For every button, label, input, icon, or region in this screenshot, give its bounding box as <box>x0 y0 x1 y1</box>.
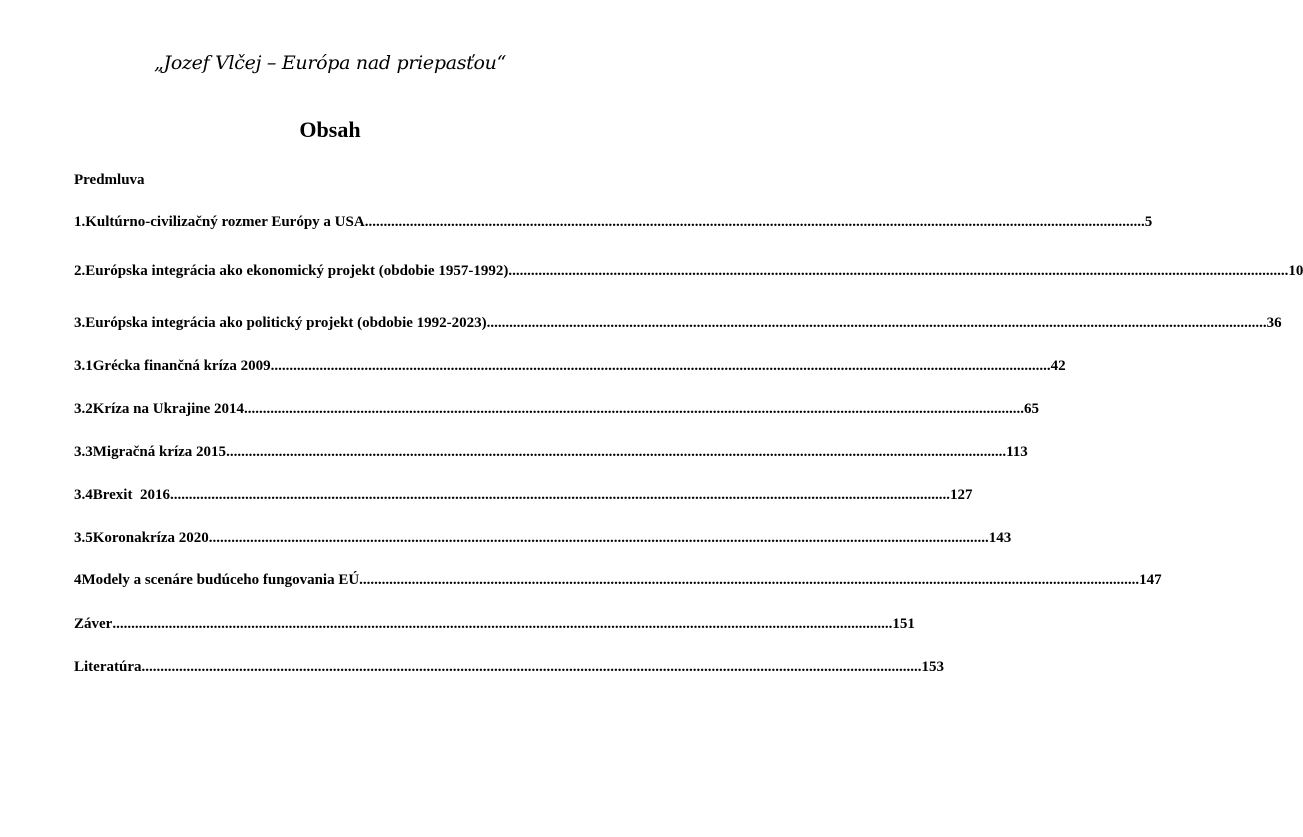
toc-page: 153 <box>921 659 944 675</box>
toc-label: Európska integrácia ako ekonomický projekt (obdobie 1957-1992) <box>85 263 509 279</box>
toc-number: 3.4 <box>74 487 93 503</box>
toc-page: 36 <box>1266 315 1282 331</box>
toc-page: 65 <box>1024 401 1039 417</box>
toc-number: 3.5 <box>74 530 93 546</box>
toc-label: Záver <box>74 616 113 632</box>
document-subtitle: „Jozef Vlčej – Európa nad priepasťou“ <box>153 52 507 74</box>
toc-label: Európska integrácia ako politický projekt (obdobie 1992-2023) <box>85 315 487 331</box>
toc-label: Kultúrno-civilizačný rozmer Európy a USA <box>85 214 365 230</box>
toc-label: Literatúra <box>74 659 142 675</box>
toc-page: 127 <box>949 487 973 503</box>
toc-leader: ................................................................................................................................................................................................................ <box>270 358 1051 374</box>
toc-page: 5 <box>1144 214 1153 230</box>
toc-number: 2. <box>74 263 86 279</box>
toc-leader: ................................................................................................................................................................................................................ <box>244 401 1024 417</box>
toc-number: 4 <box>74 572 82 588</box>
page-title: Obsah <box>299 117 361 142</box>
toc-entry <box>74 313 1282 333</box>
toc-number: 3.1 <box>74 358 93 374</box>
toc-page: 147 <box>1139 572 1162 588</box>
toc-page: 151 <box>892 616 915 632</box>
toc-entry <box>74 528 1012 548</box>
toc-leader: ................................................................................................................................................................................................................ <box>359 572 1140 588</box>
toc-number: 3. <box>74 315 86 331</box>
toc-entry <box>74 356 1066 376</box>
toc-number: 3.2 <box>74 401 93 417</box>
toc-page: 42 <box>1050 358 1066 374</box>
toc-entry <box>74 212 1153 232</box>
toc-leader: ................................................................................................................................................................................................................ <box>208 530 989 546</box>
toc-leader: ................................................................................................................................................................................................................ <box>364 214 1145 230</box>
toc-entry <box>74 399 1039 419</box>
toc-entry <box>74 485 973 505</box>
toc-closing-entry <box>74 614 915 634</box>
toc-preface <box>74 170 145 190</box>
toc-label: Koronakríza 2020 <box>92 530 209 546</box>
toc-page: 143 <box>988 530 1012 546</box>
toc-label: Migračná kríza 2015 <box>92 444 227 460</box>
toc-page: 113 <box>1006 444 1028 460</box>
toc-page: 10 <box>1288 263 1303 279</box>
toc-entry <box>74 442 1028 462</box>
toc-leader: ................................................................................................................................................................................................................ <box>486 315 1267 331</box>
toc-label: Brexit 2016 <box>92 487 170 503</box>
toc-preface-label: Predmluva <box>74 172 145 188</box>
toc-number: 3.3 <box>74 444 93 460</box>
toc-leader: ................................................................................................................................................................................................................ <box>112 616 893 632</box>
toc-label: Kríza na Ukrajine 2014 <box>92 401 244 417</box>
toc-leader: ................................................................................................................................................................................................................ <box>226 444 1007 460</box>
toc-entry <box>74 261 1303 281</box>
toc-leader: ................................................................................................................................................................................................................ <box>508 263 1289 279</box>
toc-entry <box>74 570 1162 590</box>
toc-number: 1. <box>74 214 86 230</box>
toc-leader: ................................................................................................................................................................................................................ <box>141 659 922 675</box>
toc-label: Modely a scenáre budúceho fungovania EÚ <box>81 572 360 588</box>
toc-closing-entry <box>74 657 944 677</box>
toc-label: Grécka finančná kríza 2009 <box>92 358 271 374</box>
toc-leader: ................................................................................................................................................................................................................ <box>169 487 950 503</box>
